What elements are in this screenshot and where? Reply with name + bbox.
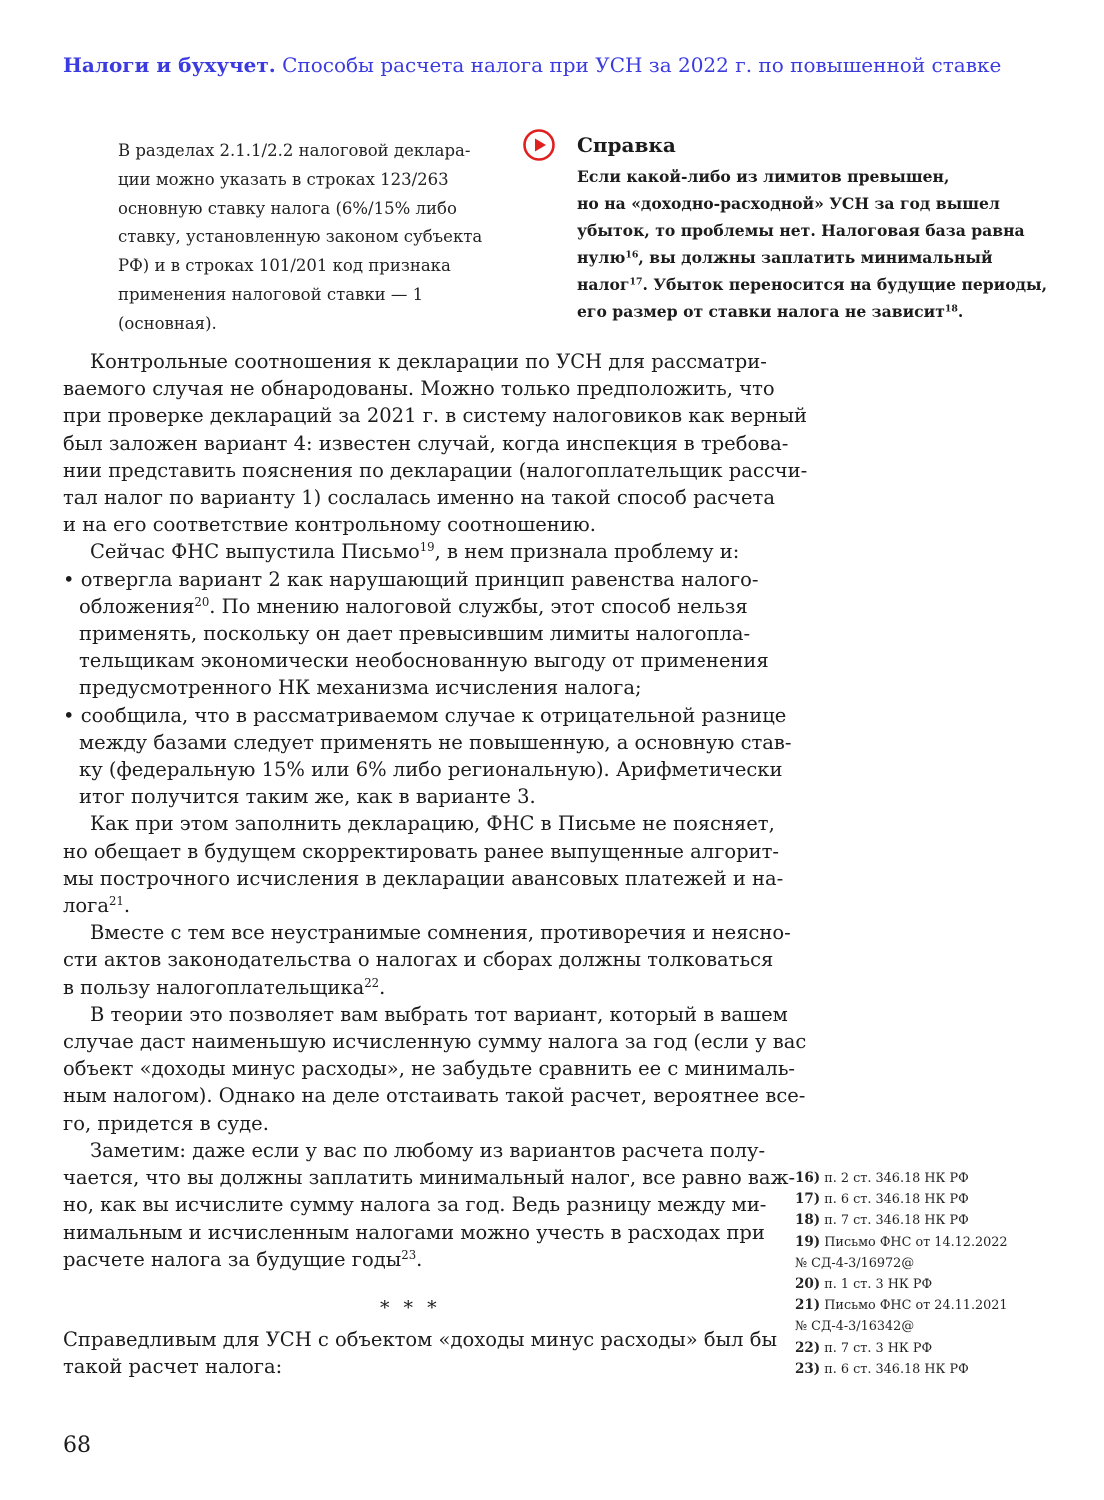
paragraph-6: Заметим: даже если у вас по любому из вариантов расчета полу- чается, что вы должны заплатить минимальный налог, все равно важ- но, как вы исчислите сумму налога за год. Ведь разницу между ми- нимальным и исчисленным налогами можно учесть в расходах при расчете налога за будущие годы$^{23}$. — [63, 1138, 796, 1271]
reference-line: налог$^{17}$. Убыток переносится на будущие периоды, — [577, 275, 1048, 294]
reference-line: убыток, то проблемы нет. Налоговая база равна — [577, 221, 1025, 240]
footnote-item: 18) п. 7 ст. 346.18 НК РФ — [795, 1212, 969, 1229]
note-line: РФ) и в строках 101/201 код признака — [118, 256, 451, 276]
note-line: (основная). — [118, 313, 217, 333]
note-line: основную ставку налога (6%/15% либо — [118, 198, 457, 218]
footnote-ref: 22 — [364, 975, 380, 990]
reference-line: нулю$^{16}$, вы должны заплатить минимальный — [577, 248, 993, 267]
reference-line: Если какой-либо из лимитов превышен, — [577, 167, 950, 186]
running-header — [63, 53, 1063, 77]
paragraph-4: Вместе с тем все неустранимые сомнения, противоречия и неясно- сти актов законодательства о налогах и сборах должны толковаться в пользу налогоплательщика$^{22}$. — [63, 921, 791, 999]
note-line: В разделах 2.1.1/2.2 налоговой деклара- — [118, 141, 471, 160]
paragraph-1: Контрольные соотношения к декларации по УСН для рассматри- ваемого случая не обнародованы. Можно только предположить, что при проверке деклараций за 2021 г. в систему налоговиков как верный был заложен вариант 4: известен случай, когда инспекция в требова- нии представить пояснения по декларации (налогоплательщик рассчи- тал налог по варианту 1) сослалась именно на такой способ расчета и на его соответствие контрольному соотношению. — [63, 350, 808, 537]
footnote-ref: 19 — [419, 540, 435, 555]
reference-line: но на «доходно-расходной» УСН за год вышел — [577, 194, 1000, 213]
section-separator: * * * — [380, 1297, 441, 1319]
bullet-item-2: • сообщила, что в рассматриваемом случае к отрицательной разнице между базами следует применять не повышенную, а основную став- ку (федеральную 15% или 6% либо региональную). Арифметически итог получится таким же, как в варианте 3. — [63, 703, 792, 809]
footnote-item: 20) п. 1 ст. 3 НК РФ — [795, 1276, 933, 1293]
reference-body — [577, 163, 1047, 325]
footnote-ref: 18 — [944, 303, 958, 315]
footnote-ref: 21 — [108, 894, 124, 909]
note-line: применения налоговой ставки — 1 — [118, 284, 424, 304]
footnote-ref: 20 — [194, 594, 210, 609]
footnote-item: 21) Письмо ФНС от 24.11.2021 № СД-4-3/16342@ — [795, 1297, 1008, 1335]
page-number: 68 — [63, 1433, 91, 1458]
footnote-item: 17) п. 6 ст. 346.18 НК РФ — [795, 1191, 969, 1208]
closing-paragraph: Справедливым для УСН с объектом «доходы минус расходы» был бы такой расчет налога: — [63, 1328, 777, 1379]
paragraph-2: Сейчас ФНС выпустила Письмо$^{19}$, в нем признала проблему и: — [90, 540, 740, 564]
footnote-ref: 16 — [625, 249, 639, 261]
reference-title: Справка — [577, 133, 676, 157]
main-text — [63, 348, 808, 1273]
footnote-item: 16) п. 2 ст. 346.18 НК РФ — [795, 1170, 969, 1186]
header-title: Способы расчета налога при УСН за 2022 г. по повышенной ставке — [282, 53, 1002, 77]
header-section: Налоги и бухучет. — [63, 53, 276, 77]
footnotes — [795, 1168, 1055, 1380]
footnote-item: 22) п. 7 ст. 3 НК РФ — [795, 1339, 933, 1356]
note-line: ции можно указать в строках 123/263 — [118, 169, 449, 189]
side-note — [118, 137, 488, 339]
play-circle-icon — [523, 129, 555, 161]
footnote-ref: 17 — [629, 276, 643, 288]
paragraph-5: В теории это позволяет вам выбрать тот вариант, который в вашем случае даст наименьшую исчисленную сумму налога за год (если у вас объект «доходы минус расходы», не забудьте сравнить ее с минималь- ным налогом). Однако на деле отстаивать такой расчет, вероятнее все- го, придется в суде. — [63, 1002, 807, 1135]
footnote-item: 19) Письмо ФНС от 14.12.2022 № СД-4-3/16972@ — [795, 1233, 1008, 1271]
bullet-item-1: • отвергла вариант 2 как нарушающий принцип равенства налого- обложения$^{20}$. По мнению налоговой службы, этот способ нельзя применять, поскольку он дает превысившим лимиты налогопла- тельщикам экономически необоснованную выгоду от применения предусмотренного НК механизма исчисления налога; — [63, 567, 769, 700]
footnote-ref: 23 — [401, 1247, 417, 1262]
footnote-item: 23) п. 6 ст. 346.18 НК РФ — [795, 1360, 969, 1377]
paragraph-3: Как при этом заполнить декларацию, ФНС в Письме не поясняет, но обещает в будущем скорректировать ранее выпущенные алгорит- мы построчного исчисления в декларации авансовых платежей и на- лога$^{21}$. — [63, 812, 784, 918]
note-line: ставку, установленную законом субъекта — [118, 227, 483, 247]
reference-line: его размер от ставки налога не зависит$^{18}$. — [577, 302, 964, 321]
